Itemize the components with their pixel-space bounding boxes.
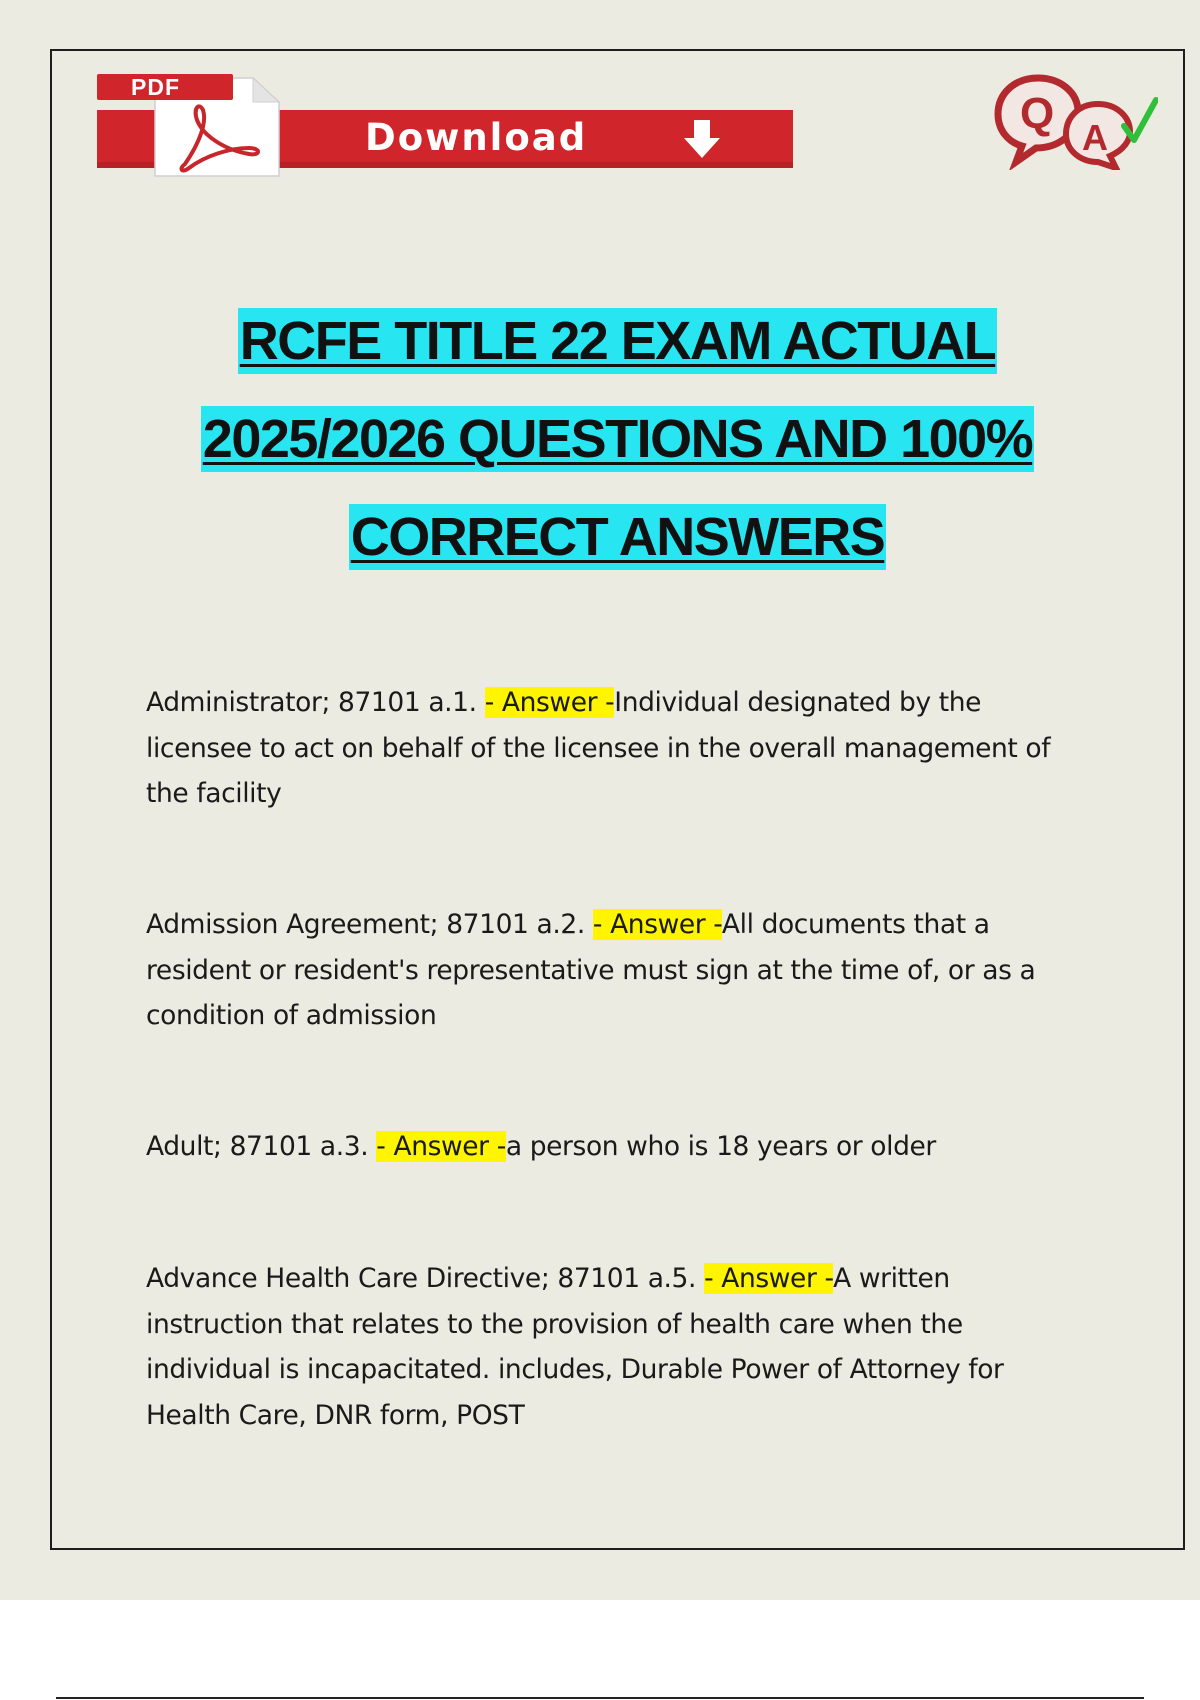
entry-answer: All documents that a resident or resident's representative must sign at the time of, or as a condition of admission xyxy=(146,909,1036,1031)
download-arrow-icon xyxy=(682,118,722,160)
pdf-download-banner[interactable] xyxy=(97,72,793,178)
title-line-1: RCFE TITLE 22 EXAM ACTUAL xyxy=(238,308,998,374)
entry-term: Adult; 87101 a.3. xyxy=(146,1131,377,1162)
logo-a-letter: A xyxy=(1082,117,1108,158)
entry-term: Admission Agreement; 87101 a.2. xyxy=(146,909,593,940)
document-title xyxy=(50,308,1185,602)
title-line-3: CORRECT ANSWERS xyxy=(349,504,887,570)
answer-marker: - Answer - xyxy=(484,687,615,718)
download-label[interactable]: Download xyxy=(365,116,588,159)
bottom-rule xyxy=(56,1697,1144,1699)
entry-term: Advance Health Care Directive; 87101 a.5. xyxy=(146,1263,705,1294)
entry-answer: Individual designated by the licensee to act on behalf of the licensee in the overall management of the facility xyxy=(146,687,1051,809)
qa-entry-admission-agreement xyxy=(146,902,1086,1039)
qa-entry-adult xyxy=(146,1124,1086,1170)
qa-entry-advance-health-care-directive xyxy=(146,1256,1086,1438)
entry-term: Administrator; 87101 a.1. xyxy=(146,687,485,718)
answer-marker: - Answer - xyxy=(376,1131,506,1162)
entry-answer: a person who is 18 years or older xyxy=(505,1131,936,1162)
qa-entry-administrator xyxy=(146,680,1086,817)
title-line-2: 2025/2026 QUESTIONS AND 100% xyxy=(201,406,1034,472)
entry-answer: A written instruction that relates to the provision of health care when the individual is incapacitated. includes, Durable Power of Attorney for Health Care, DNR form, POST xyxy=(146,1263,1004,1431)
qa-logo xyxy=(990,70,1158,170)
logo-q-letter: Q xyxy=(1020,89,1055,138)
answer-marker: - Answer - xyxy=(704,1263,834,1294)
pdf-label: PDF xyxy=(97,74,233,100)
answer-marker: - Answer - xyxy=(592,909,722,940)
